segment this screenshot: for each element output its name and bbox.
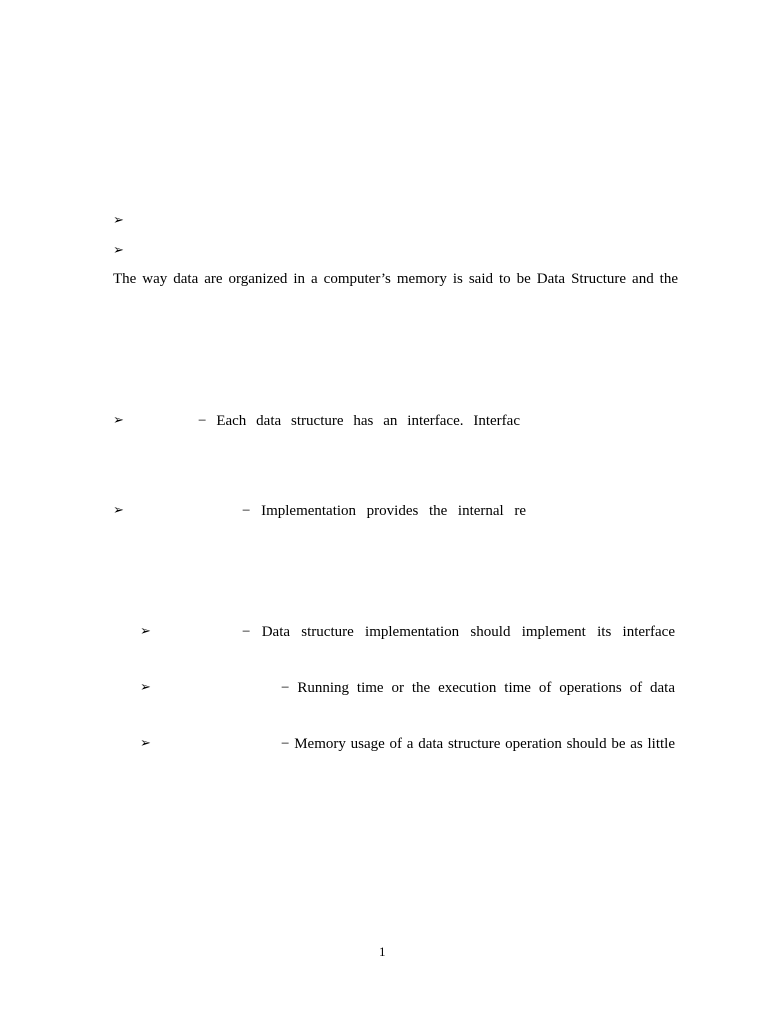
characteristic-item: − Each data structure has an interface. Interfac: [198, 413, 520, 429]
bullet-icon: ➢: [113, 213, 124, 228]
bullet-icon: ➢: [113, 413, 124, 428]
bullet-icon: ➢: [140, 736, 151, 751]
page-number: 1: [379, 944, 386, 959]
characteristic-item: − Implementation provides the internal re: [242, 503, 526, 519]
bullet-icon: ➢: [113, 243, 124, 258]
bullet-icon: ➢: [140, 680, 151, 695]
intro-paragraph: The way data are organized in a computer’s memory is said to be Data Structure and the: [113, 271, 678, 287]
requirement-item: − Memory usage of a data structure operation should be as little: [281, 736, 675, 752]
requirement-item: − Data structure implementation should implement its interface: [242, 624, 675, 640]
bullet-icon: ➢: [140, 624, 151, 639]
requirement-item: − Running time or the execution time of operations of data: [281, 680, 675, 696]
bullet-icon: ➢: [113, 503, 124, 518]
